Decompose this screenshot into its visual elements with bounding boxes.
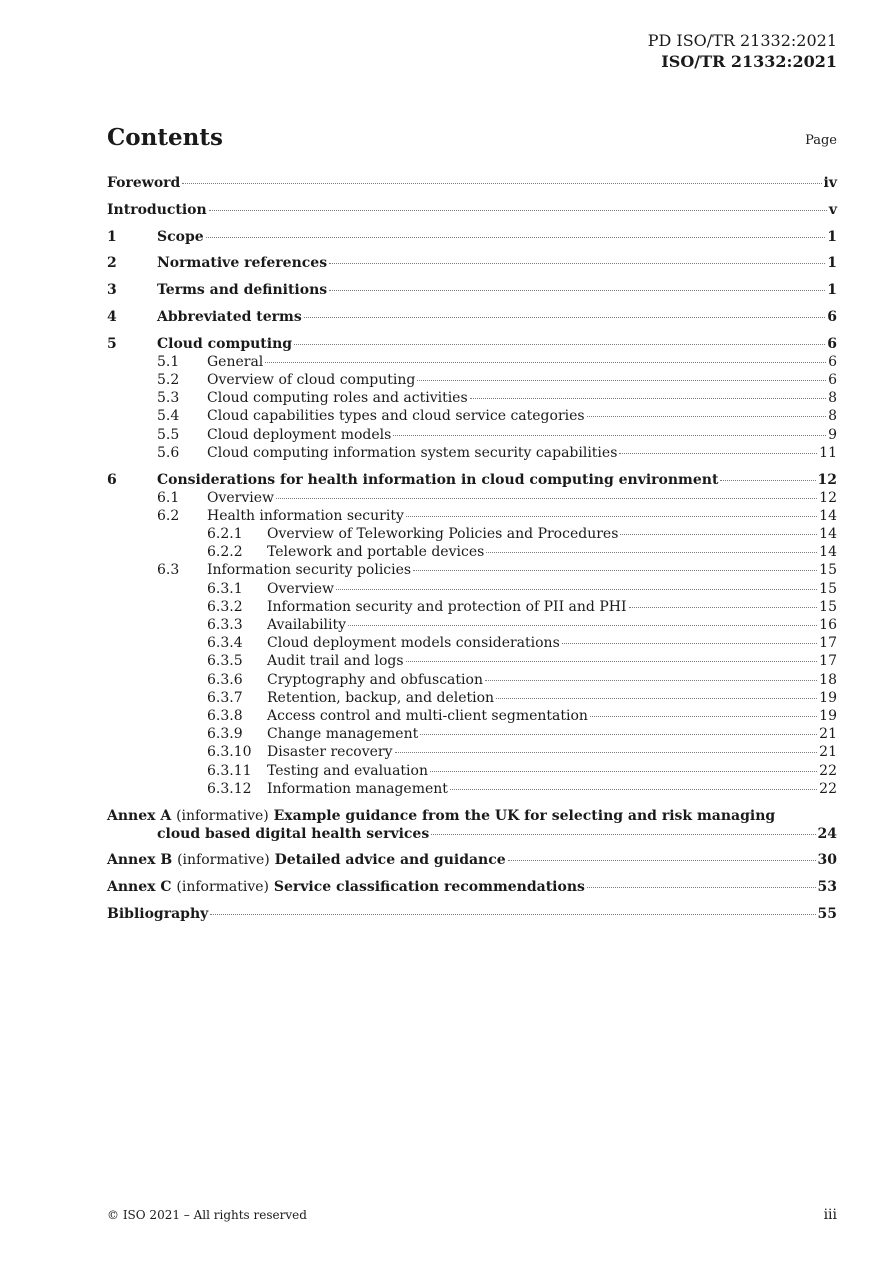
toc-page: 21: [819, 744, 837, 761]
toc-number: 5.2: [157, 371, 180, 388]
toc-page: 1: [827, 255, 837, 272]
toc-label: Cloud capabilities types and cloud service categories: [207, 408, 585, 425]
toc-page: 30: [817, 852, 837, 869]
toc-number: 6.3.12: [207, 780, 252, 797]
toc-entry-6-3-10[interactable]: [107, 744, 837, 762]
toc-label: Cloud computing: [157, 335, 293, 352]
toc-entry-6-2-1[interactable]: [107, 526, 837, 544]
toc-entry-6-3-12[interactable]: [107, 781, 837, 799]
toc-number: 5.4: [157, 408, 180, 425]
toc-label: Terms and definitions: [157, 282, 328, 299]
leader-dots: [587, 887, 816, 888]
toc-number: 6.3.8: [207, 707, 243, 724]
toc-label: Overview: [207, 489, 275, 506]
leader-dots: [587, 416, 826, 417]
toc-entry-1[interactable]: [107, 229, 837, 247]
toc-entry-6-1[interactable]: [107, 490, 837, 508]
leader-dots: [417, 380, 826, 381]
toc-entry-introduction[interactable]: [107, 202, 837, 220]
toc-page: 8: [828, 390, 837, 407]
annex-prefix: Annex B: [107, 852, 173, 869]
toc-number: 6.3.7: [207, 689, 243, 706]
toc-number: 6.2.1: [207, 526, 243, 543]
toc-number: 6.3.1: [207, 580, 243, 597]
leader-dots: [304, 317, 826, 318]
toc-number: 6.3.3: [207, 617, 243, 634]
toc-label: Overview of Teleworking Policies and Procedures: [267, 526, 619, 543]
table-of-contents: [107, 175, 837, 924]
toc-label: Considerations for health information in cloud computing environment: [157, 471, 719, 488]
leader-dots: [210, 914, 815, 915]
toc-page: 9: [828, 426, 837, 443]
toc-page: 17: [819, 635, 837, 652]
annex-type: (informative): [176, 807, 269, 824]
toc-label: Overview: [267, 580, 335, 597]
toc-entry-6-3-8[interactable]: [107, 708, 837, 726]
toc-entry-5-1[interactable]: [107, 354, 837, 372]
annex-type: (informative): [177, 852, 270, 869]
toc-page: 16: [819, 617, 837, 634]
leader-dots: [393, 435, 826, 436]
toc-page: 15: [819, 580, 837, 597]
leader-dots: [720, 480, 815, 481]
toc-label: cloud based digital health services: [157, 825, 430, 842]
toc-entry-6-2[interactable]: [107, 508, 837, 526]
toc-number: 6.2.2: [207, 544, 243, 561]
leader-dots: [206, 237, 826, 238]
toc-label: Cloud deployment models: [207, 426, 392, 443]
toc-number: 6.3.2: [207, 598, 243, 615]
toc-entry-6-3-11[interactable]: [107, 763, 837, 781]
toc-label: Retention, backup, and deletion: [267, 689, 495, 706]
toc-page: 1: [827, 228, 837, 245]
header-line-2: ISO/TR 21332:2021: [661, 52, 837, 71]
toc-number: 6.3.4: [207, 635, 243, 652]
leader-dots: [294, 344, 825, 345]
footer-page-number: iii: [823, 1207, 837, 1223]
leader-dots: [430, 771, 817, 772]
toc-entry-6-3-1[interactable]: [107, 581, 837, 599]
page-title: Contents: [107, 124, 223, 151]
leader-dots: [395, 752, 818, 753]
toc-entry-annex-a-line2[interactable]: [107, 826, 837, 844]
toc-number: 6.3.11: [207, 762, 252, 779]
leader-dots: [508, 860, 816, 861]
toc-label: Bibliography: [107, 906, 209, 923]
toc-number: 4: [107, 308, 117, 325]
toc-page: v: [828, 201, 837, 218]
toc-page: 55: [817, 906, 837, 923]
toc-page: 22: [819, 780, 837, 797]
toc-entry-annex-a-line1[interactable]: [107, 808, 837, 826]
toc-label: General: [207, 353, 264, 370]
toc-entry-6-3-3[interactable]: [107, 617, 837, 635]
toc-number: 3: [107, 282, 117, 299]
toc-page: 1: [827, 282, 837, 299]
toc-entry-6-3-2[interactable]: [107, 599, 837, 617]
toc-page: 12: [819, 489, 837, 506]
toc-entry-5[interactable]: [107, 336, 837, 354]
toc-number: 5.1: [157, 353, 180, 370]
toc-entry-6-3-6[interactable]: [107, 672, 837, 690]
toc-entry-2[interactable]: [107, 255, 837, 273]
annex-prefix: Annex A: [107, 807, 172, 824]
toc-number: 5.6: [157, 444, 180, 461]
leader-dots: [329, 263, 825, 264]
annex-prefix: Annex C: [107, 879, 172, 896]
document-header: [648, 30, 837, 72]
toc-page: 14: [819, 526, 837, 543]
toc-page: 24: [817, 825, 837, 842]
toc-number: 6.1: [157, 489, 180, 506]
toc-label: Cloud computing information system security capabilities: [207, 444, 618, 461]
leader-dots: [329, 290, 825, 291]
leader-dots: [485, 680, 817, 681]
toc-number: 1: [107, 228, 117, 245]
toc-entry-5-3[interactable]: [107, 390, 837, 408]
leader-dots: [406, 516, 817, 517]
toc-label: Information security policies: [207, 562, 412, 579]
leader-dots: [265, 362, 826, 363]
toc-label: Availability: [267, 617, 347, 634]
toc-label: Testing and evaluation: [267, 762, 428, 779]
toc-page: 14: [819, 544, 837, 561]
toc-label: Cloud deployment models considerations: [267, 635, 560, 652]
toc-label: Disaster recovery: [267, 744, 393, 761]
leader-dots: [450, 789, 817, 790]
toc-label: Detailed advice and guidance: [274, 852, 506, 869]
toc-label: Cryptography and obfuscation: [267, 671, 483, 688]
toc-entry-6-3-9[interactable]: [107, 726, 837, 744]
toc-label: Normative references: [157, 255, 328, 272]
toc-label: Access control and multi-client segmentation: [267, 707, 588, 724]
leader-dots: [182, 183, 821, 184]
leader-dots: [629, 607, 818, 608]
toc-label: Introduction: [107, 201, 207, 218]
toc-label: Service classification recommendations: [273, 879, 585, 896]
toc-page: 19: [819, 689, 837, 706]
leader-dots: [590, 716, 817, 717]
header-line-1: PD ISO/TR 21332:2021: [647, 31, 837, 50]
toc-entry-6-2-2[interactable]: [107, 544, 837, 562]
annex-type: (informative): [176, 879, 270, 896]
leader-dots: [619, 453, 817, 454]
toc-entry-annex-b[interactable]: [107, 852, 837, 870]
toc-label: Information management: [267, 780, 448, 797]
leader-dots: [413, 570, 817, 571]
toc-page: 8: [828, 408, 837, 425]
toc-entry-5-2[interactable]: [107, 372, 837, 390]
toc-page: 11: [819, 444, 837, 461]
leader-dots: [406, 661, 818, 662]
footer-copyright: © ISO 2021 – All rights reserved: [107, 1208, 307, 1222]
toc-entry-5-6[interactable]: [107, 445, 837, 463]
toc-label: Scope: [157, 228, 204, 245]
toc-number: 5.5: [157, 426, 180, 443]
toc-entry-5-5[interactable]: [107, 427, 837, 445]
toc-number: 5.3: [157, 390, 180, 407]
leader-dots: [420, 734, 817, 735]
leader-dots: [209, 210, 827, 211]
toc-entry-6-3-5[interactable]: [107, 653, 837, 671]
toc-number: 6.3.6: [207, 671, 243, 688]
toc-entry-4[interactable]: [107, 309, 837, 327]
toc-page: 18: [819, 671, 837, 688]
leader-dots: [620, 534, 817, 535]
toc-entry-5-4[interactable]: [107, 408, 837, 426]
toc-page: 14: [819, 507, 837, 524]
leader-dots: [276, 498, 817, 499]
toc-label: Foreword: [107, 175, 181, 191]
toc-page: 6: [827, 335, 837, 352]
toc-label: Audit trail and logs: [267, 653, 404, 670]
page-column-label: Page: [805, 133, 837, 148]
toc-label: Information security and protection of PII and PHI: [267, 598, 627, 615]
toc-page: 6: [828, 371, 837, 388]
toc-label: Overview of cloud computing: [207, 371, 416, 388]
toc-number: 6.3.10: [207, 744, 252, 761]
toc-entry-3[interactable]: [107, 282, 837, 300]
toc-entry-6-3[interactable]: [107, 562, 837, 580]
leader-dots: [470, 398, 826, 399]
toc-entry-bibliography[interactable]: [107, 906, 837, 924]
toc-number: 6: [107, 471, 117, 488]
leader-dots: [496, 698, 817, 699]
toc-page: 53: [817, 879, 837, 896]
toc-page: iv: [823, 175, 837, 191]
toc-number: 6.2: [157, 507, 180, 524]
toc-page: 6: [827, 308, 837, 325]
leader-dots: [348, 625, 817, 626]
toc-entry-6[interactable]: [107, 472, 837, 490]
toc-number: 6.3.9: [207, 726, 243, 743]
toc-label: Cloud computing roles and activities: [207, 390, 468, 407]
toc-label: Health information security: [207, 507, 404, 524]
toc-page: 21: [819, 726, 837, 743]
toc-page: 22: [819, 762, 837, 779]
toc-number: 5: [107, 335, 117, 352]
leader-dots: [486, 552, 817, 553]
toc-label: Abbreviated terms: [157, 308, 302, 325]
leader-dots: [336, 589, 817, 590]
toc-label: Example guidance from the UK for selecting and risk managing: [273, 807, 776, 824]
toc-label: Telework and portable devices: [267, 544, 485, 561]
toc-page: 19: [819, 707, 837, 724]
toc-page: 6: [828, 353, 837, 370]
toc-entry-6-3-4[interactable]: [107, 635, 837, 653]
toc-number: 6.3.5: [207, 653, 243, 670]
toc-number: 2: [107, 255, 117, 272]
leader-dots: [562, 643, 817, 644]
toc-page: 15: [819, 598, 837, 615]
toc-entry-6-3-7[interactable]: [107, 690, 837, 708]
toc-number: 6.3: [157, 562, 180, 579]
toc-entry-foreword[interactable]: [107, 175, 837, 193]
toc-page: 12: [817, 471, 837, 488]
toc-page: 15: [819, 562, 837, 579]
toc-entry-annex-c[interactable]: [107, 879, 837, 897]
leader-dots: [431, 834, 815, 835]
toc-page: 17: [819, 653, 837, 670]
toc-label: Change management: [267, 726, 419, 743]
